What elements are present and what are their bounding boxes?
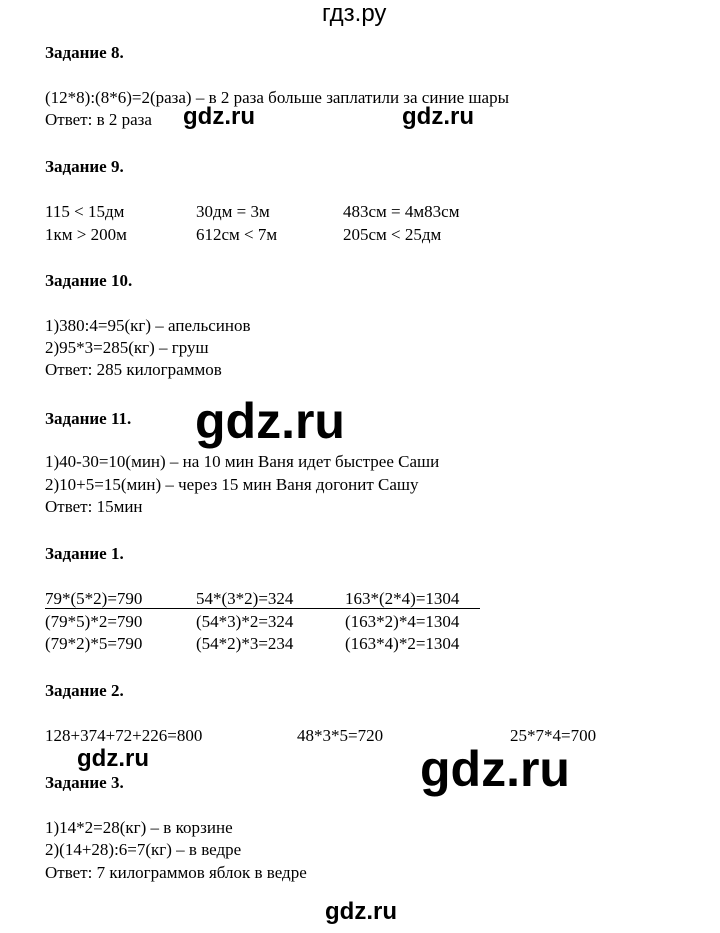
task-2-item: 48*3*5=720: [297, 726, 384, 745]
task-9-cell: 115 < 15дм: [45, 202, 125, 221]
task-1-cell: (54*3)*2=324: [196, 612, 294, 631]
task-10-line-1: 1)380:4=95(кг) – апельсинов: [45, 316, 251, 335]
task-2-item: 128+374+72+226=800: [45, 726, 203, 745]
task-1-cell: (163*2)*4=1304: [345, 612, 460, 631]
task-10-answer: Ответ: 285 килограммов: [45, 360, 222, 379]
task-1-cell: (163*4)*2=1304: [345, 634, 460, 653]
site-header: гдз.ру: [322, 0, 387, 27]
task-1-cell: (79*2)*5=790: [45, 634, 143, 653]
task-3-line-2: 2)(14+28):6=7(кг) – в ведре: [45, 840, 242, 859]
task-9-cell: 30дм = 3м: [196, 202, 270, 221]
task-11-line-2: 2)10+5=15(мин) – через 15 мин Ваня догонит Сашу: [45, 475, 419, 494]
task-1-cell: (54*2)*3=234: [196, 634, 294, 653]
watermark: gdz.ru: [195, 393, 345, 449]
task-11-line-1: 1)40-30=10(мин) – на 10 мин Ваня идет быстрее Саши: [45, 452, 440, 471]
task-1-cell: 163*(2*4)=1304: [345, 589, 460, 608]
task-1-title: Задание 1.: [45, 544, 124, 563]
task-9-cell: 205см < 25дм: [343, 225, 442, 244]
task-3-title: Задание 3.: [45, 773, 124, 792]
watermark: gdz.ru: [183, 103, 255, 130]
task-1-cell: 54*(3*2)=324: [196, 589, 294, 608]
task-10-title: Задание 10.: [45, 271, 133, 290]
task-8-line-1: (12*8):(8*6)=2(раза) – в 2 раза больше заплатили за синие шары: [45, 88, 509, 107]
task-10-line-2: 2)95*3=285(кг) – груш: [45, 338, 209, 357]
task-9-cell: 483см = 4м83см: [343, 202, 460, 221]
task-9-title: Задание 9.: [45, 157, 124, 176]
task-1-cell: 79*(5*2)=790: [45, 589, 143, 608]
watermark: gdz.ru: [325, 898, 397, 925]
task-9-cell: 1км > 200м: [45, 225, 127, 244]
task-11-answer: Ответ: 15мин: [45, 497, 143, 516]
task-3-answer: Ответ: 7 килограммов яблок в ведре: [45, 863, 307, 882]
task-11-title: Задание 11.: [45, 409, 132, 428]
task-1-cell: (79*5)*2=790: [45, 612, 143, 631]
task-1-underline: [45, 608, 480, 609]
task-9-cell: 612см < 7м: [196, 225, 278, 244]
task-2-item: 25*7*4=700: [510, 726, 597, 745]
watermark: gdz.ru: [402, 103, 474, 130]
task-3-line-1: 1)14*2=28(кг) – в корзине: [45, 818, 233, 837]
task-2-title: Задание 2.: [45, 681, 124, 700]
watermark: gdz.ru: [77, 745, 149, 772]
task-8-title: Задание 8.: [45, 43, 124, 62]
task-8-answer: Ответ: в 2 раза: [45, 110, 152, 129]
watermark: gdz.ru: [420, 741, 570, 797]
